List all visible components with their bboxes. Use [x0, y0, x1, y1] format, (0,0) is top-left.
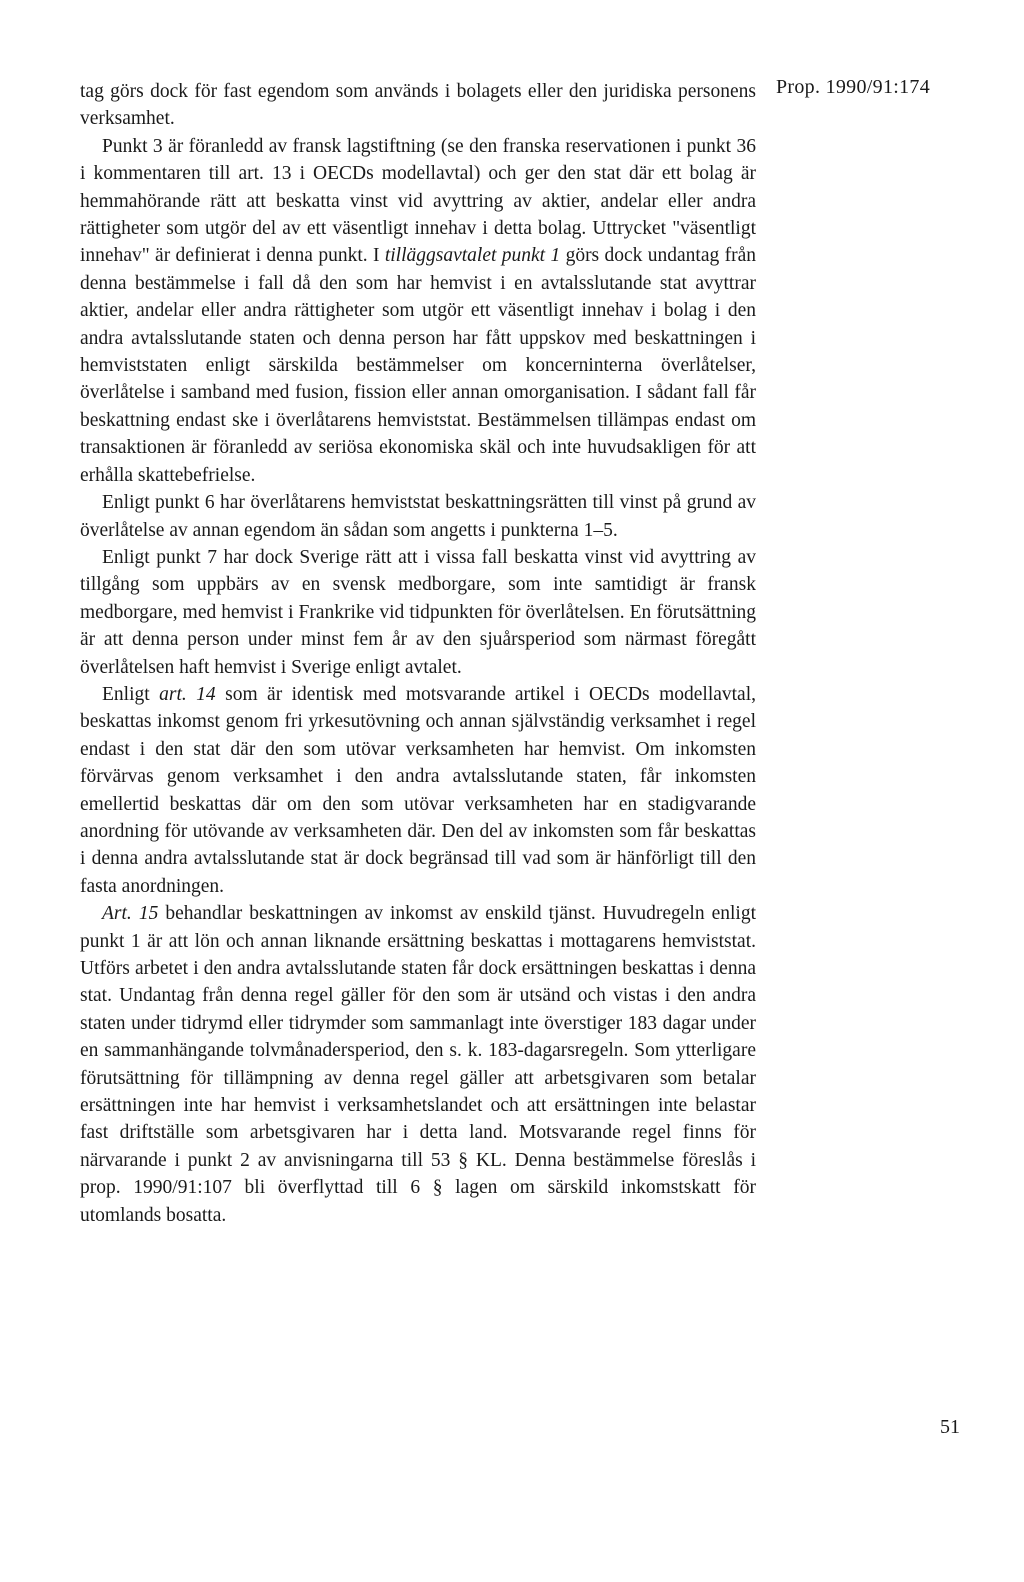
- page-number: 51: [940, 1416, 960, 1438]
- paragraph: [80, 489, 756, 544]
- paragraph: [80, 544, 756, 681]
- paragraph: [80, 133, 756, 489]
- body-text: [80, 78, 756, 1229]
- paragraph-text: behandlar beskattningen av inkomst av enskild tjänst. Huvudregeln enligt punkt 1 är att lön och annan liknande ersättning beskattas i mottagarens hemviststat. Utförs arbetet i den andra avtalsslutande staten får dock ersättningen beskattas i denna stat. Undantag från denna regel gäller för den som är utsänd och vistas i den andra staten under tidrymd eller tidrymder som sammanlagt inte överstiger 183 dagar under en sammanhängande tolvmånadersperiod, den s. k. 183-dagarsregeln. Som ytterligare förutsättning för tillämpning av denna regel gäller att arbetsgivaren som betalar ersättningen inte har hemvist i verksamhetslandet och att ersättningen inte belastar fast driftställe som arbetsgivaren har i detta land. Motsvarande regel finns för närvarande i punkt 2 av anvisningarna till 53 § KL. Denna bestämmelse föreslås i prop. 1990/91:107 bli överflyttad till 6 § lagen om särskild inkomstskatt för utomlands bosatta.: [80, 903, 757, 1226]
- paragraph-text: Punkt 3 är föranledd av fransk lagstiftning (se den franska reservationen i punkt 36 i kommentaren till art. 13 i OECDs modellavtal) och ger den stat där ett bolag är hemmahörande rätt att beskatta vinst vid avyttring av aktier, andelar eller andra rättigheter som utgör del av ett väsentligt innehav i detta bolag. Uttrycket "väsentligt innehav" är definierat i denna punkt. I: [80, 135, 756, 267]
- paragraph-text: Enligt punkt 7 har dock Sverige rätt att i vissa fall beskatta vinst vid avyttring av tillgång som uppbärs av en svensk medborgare, som inte samtidigt är fransk medborgare, med hemvist i Frankrike vid tidpunkten för överlåtelsen. En förutsättning är att denna person under minst fem år av den sjuårsperiod som närmast föregått överlåtelsen haft hemvist i Sverige enligt avtalet.: [80, 546, 756, 678]
- proposition-reference: Prop. 1990/91:174: [776, 76, 930, 98]
- italic-reference: Art. 15: [102, 903, 159, 925]
- paragraph-text: tag görs dock för fast egendom som används i bolagets eller den juridiska personens verksamhet.: [80, 81, 756, 130]
- paragraph-text: som är identisk med motsvarande artikel i OECDs modellavtal, beskattas inkomst genom fri yrkesutövning och annan självständig verksamhet i regel endast i den stat där den som utövar verksamheten har hemvist. Om inkomsten förvärvas genom verksamhet i den andra avtalsslutande staten, får inkomsten emellertid beskattas där om den som utövar verksamheten har en stadigvarande anordning för utövande av verksamheten där. Den del av inkomsten som får beskattas i denna andra avtalsslutande stat är dock begränsad till vad som är hänförligt till den fasta anordningen.: [80, 683, 757, 897]
- italic-reference: tilläggsavtalet punkt 1: [384, 245, 561, 267]
- paragraph: [80, 681, 756, 900]
- paragraph-text: Enligt: [102, 683, 160, 705]
- paragraph-text: Enligt punkt 6 har överlåtarens hemviststat beskattningsrätten till vinst på grund av överlåtelse av annan egendom än sådan som angetts i punkterna 1–5.: [80, 492, 756, 541]
- paragraph: [80, 78, 756, 133]
- italic-reference: art. 14: [159, 683, 216, 705]
- paragraph: [80, 900, 756, 1229]
- paragraph-text: görs dock undantag från denna bestämmelse i fall då den som har hemvist i en avtalsslutande stat avyttrar aktier, andelar eller andra rättigheter som utgör ett väsentligt innehav i bolag i den andra avtalsslutande staten och denna person har fått uppskov med beskattningen i hemviststaten enligt särskilda bestämmelser om koncerninterna överlåtelser, överlåtelse i samband med fusion, fission eller annan omorganisation. I sådant fall får beskattning endast ske i överlåtarens hemviststat. Bestämmelsen tillämpas endast om transaktionen är föranledd av seriösa ekonomiska skäl och inte huvudsakligen för att erhålla skattebefrielse.: [80, 245, 756, 486]
